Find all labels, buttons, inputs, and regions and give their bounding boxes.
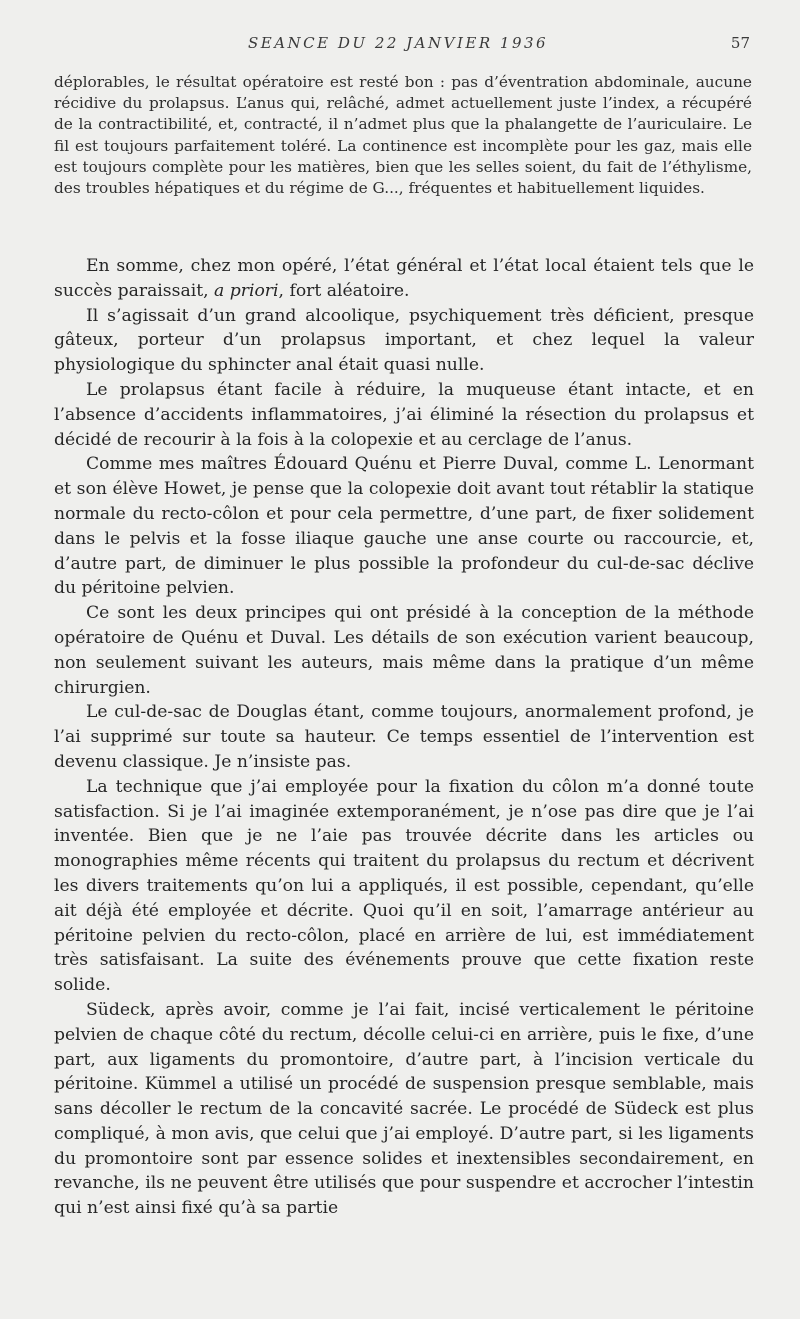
paragraph-7: La technique que j’ai employée pour la fixation du côlon m’a donné toute satisfaction. Si je l’ai imaginée extemporanément, je n’ose pas dire que je l’ai inventée. Bien que je ne l’aie pas trouvée décrite dans les articles ou monographies même récents qui traitent du prolapsus du rectum et décrivent les divers traitements qu’on lui a appliqués, il est possible, cependant, qu’elle ait déjà été employée et décrite. Quoi qu’il en soit, l’amarrage antérieur au péritoine pelvien du recto-côlon, placé en arrière de lui, est immédiatement très satisfaisant. La suite des événements prouve que cette fixation reste solide. [54,776,754,996]
paragraph-2: Il s’agissait d’un grand alcoolique, psychiquement très déficient, presque gâteux, porteur d’un prolapsus important, et chez lequel la valeur physiologique du sphincter anal était quasi nulle. [54,305,754,376]
paragraph-1-end: , fort aléatoire. [278,280,410,301]
paragraph-5: Ce sont les deux principes qui ont présidé à la conception de la méthode opératoire de Quénu et Duval. Les détails de son exécution varient beaucoup, non seulement suivant les auteurs, mais même dans la pratique d’un même chirurgien. [54,603,754,698]
italic-a-priori: a priori [214,280,279,301]
paragraph-8: Südeck, après avoir, comme je l’ai fait, incisé verticalement le péritoine pelvien de chaque côté du rectum, décolle celui-ci en arrière, puis le fixe, d’une part, aux ligaments du promontoire, d’autre part, à l’incision verticale du péritoine. Kümmel a utilisé un procédé de suspension presque semblable, mais sans décoller le rectum de la concavité sacrée. Le procédé de Südeck est plus compliqué, à mon avis, que celui que j’ai employé. D’autre part, si les ligaments du promontoire sont par essence solides et inextensibles secondairement, en revanche, ils ne peuvent être utilisés que pour suspendre et accrocher l’intestin qui n’est ainsi fixé qu’à sa partie [54,999,754,1219]
paragraph-3: Le prolapsus étant facile à réduire, la muqueuse étant intacte, et en l’absence d’accidents inflammatoires, j’ai éliminé la résection du prolapsus et décidé de recourir à la fois à la colopexie et au cerclage de l’anus. [54,379,754,450]
page-number: 57 [730,34,750,52]
paragraph-6: Le cul-de-sac de Douglas étant, comme toujours, anormalement profond, je l’ai supprimé sur toute sa hauteur. Ce temps essentiel de l’intervention est devenu classique. Je n’insiste pas. [54,702,754,772]
paragraph-4: Comme mes maîtres Édouard Quénu et Pierre Duval, comme L. Lenormant et son élève Howet, je pense que la colopexie doit avant tout rétablir la statique normale du recto-côlon et pour cela permettre, d’une part, de fixer solidement dans le pelvis et la fosse iliaque gauche une anse courte ou raccourcie, et, d’autre part, de diminuer le plus possible la profondeur du cul-de-sac déclive du péritoine pelvien. [54,454,754,599]
paragraph-1 [54,254,754,304]
paragraph-1-start: En somme, chez mon opéré, l’état général et l’état local étaient tels que le succès paraissait, [54,256,754,301]
running-title: SEANCE DU 22 JANVIER 1936 [248,34,549,52]
body-text [54,254,754,1221]
intro-paragraph: déplorables, le résultat opératoire est resté bon : pas d’éventration abdominale, aucune récidive du prolapsus. L’anus qui, relâché, admet actuellement juste l’index, a récupéré de la contractibilité, et, contracté, il n’admet plus que la phalangette de l’auriculaire. Le fil est toujours parfaitement toléré. La continence est incomplète pour les gaz, mais elle est toujours complète pour les matières, bien que les selles soient, du fait de l’éthylisme, des troubles hépatiques et du régime de G..., fréquentes et habituellement liquides. [54,73,752,198]
